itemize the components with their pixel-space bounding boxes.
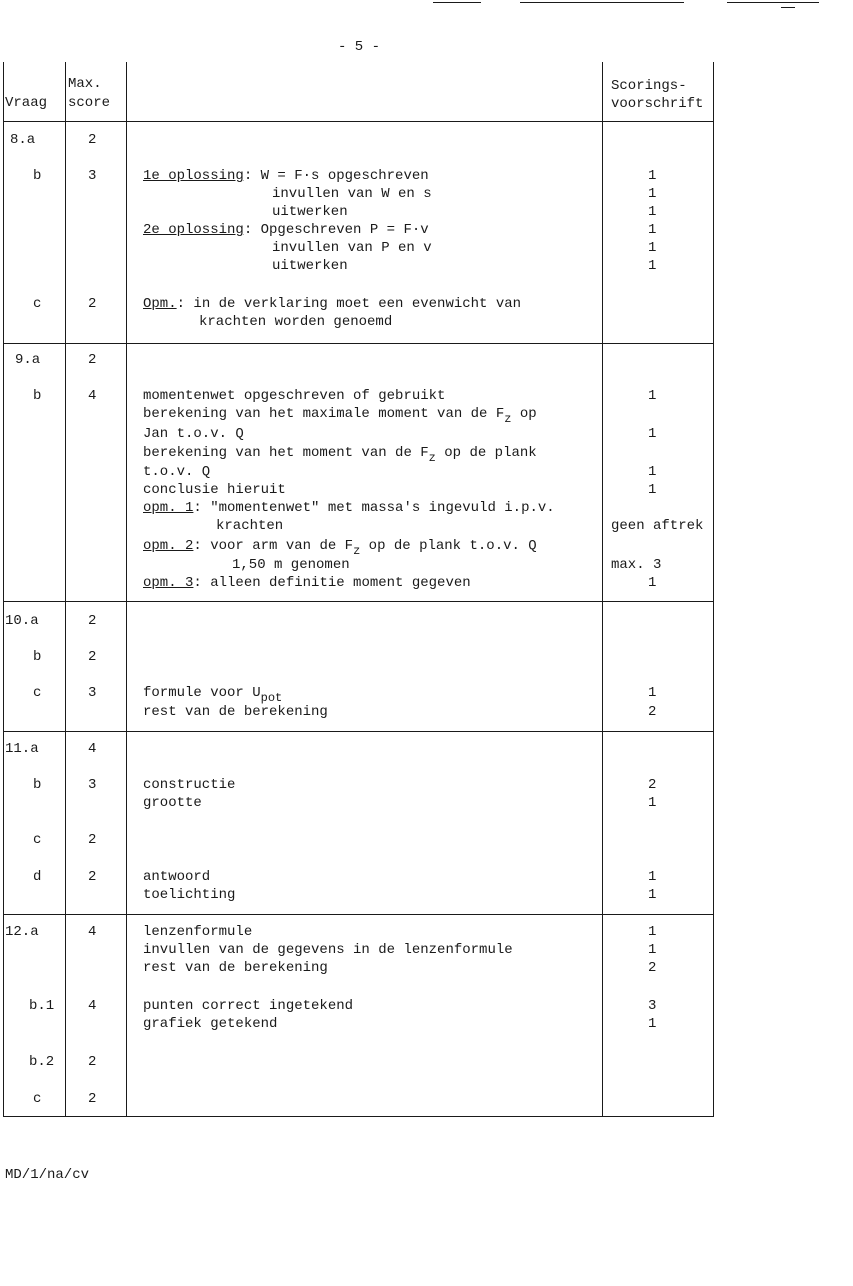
q12a-point-3: 2 [648, 960, 657, 976]
row-divider-q9 [3, 343, 714, 344]
q8b-point-2: 1 [648, 186, 657, 202]
q9b-line2-subscript: z [504, 412, 512, 426]
q10b-score: 2 [88, 649, 97, 665]
q9b-point-4: 1 [648, 482, 657, 498]
q11d-line2: toelichting [143, 887, 236, 903]
q12b2-label: b.2 [29, 1054, 55, 1070]
table-bottom-line [3, 1116, 714, 1117]
q12a-point-1: 1 [648, 924, 657, 940]
q8b-sol2-text: : Opgeschreven P = F·v [243, 222, 429, 238]
top-rule-1 [433, 2, 481, 3]
q9b-opm3-label: opm. 3 [143, 575, 194, 591]
header-max-line2: score [68, 95, 111, 111]
q12b2-score: 2 [88, 1054, 97, 1070]
table-right-border [713, 62, 714, 1117]
q11b-label: b [33, 777, 42, 793]
q8c-score: 2 [88, 296, 97, 312]
q11b-point-1: 2 [648, 777, 657, 793]
q12b1-line1: punten correct ingetekend [143, 998, 354, 1014]
page-number: - 5 - [338, 39, 381, 55]
q8b-score: 3 [88, 168, 97, 184]
q9b-opm3-text: : alleen definitie moment gegeven [193, 575, 471, 591]
header-vraag: Vraag [5, 95, 48, 111]
q9b-opm1-line1 [143, 499, 555, 517]
q8b-sol1-line3: uitwerken [272, 204, 348, 220]
q9b-line4-text: berekening van het moment van de F [143, 445, 429, 461]
q9b-point-3: 1 [648, 464, 657, 480]
header-scoring-line1: Scorings- [611, 78, 687, 94]
q12a-line1: lenzenformule [143, 924, 253, 940]
q11b-line1: constructie [143, 777, 236, 793]
q8b-sol2-line1 [143, 221, 429, 239]
q9b-line6: conclusie hieruit [143, 482, 286, 498]
q9b-opm1-label: opm. 1 [143, 500, 194, 516]
q8b-point-6: 1 [648, 258, 657, 274]
q9b-line4 [143, 444, 537, 465]
q11d-line1: antwoord [143, 869, 211, 885]
top-rule-4 [781, 7, 795, 8]
q8c-opm-label: Opm. [143, 296, 177, 312]
footer-code: MD/1/na/cv [5, 1167, 90, 1183]
q12c-label: c [33, 1091, 42, 1107]
q8c-opm-line1 [143, 295, 521, 313]
q11a-label: 11.a [5, 741, 39, 757]
q8b-point-4: 1 [648, 222, 657, 238]
q8b-sol1-line1 [143, 167, 429, 185]
q8b-sol1-text: : W = F·s opgeschreven [243, 168, 429, 184]
q11d-score: 2 [88, 869, 97, 885]
q11b-score: 3 [88, 777, 97, 793]
q9b-point-7: 1 [648, 575, 657, 591]
header-max-line1: Max. [68, 76, 102, 92]
q10c-line1-subscript: pot [260, 691, 283, 705]
q10c-point-1: 1 [648, 685, 657, 701]
q8b-sol1-label: 1e oplossing [143, 168, 244, 184]
q8c-label: c [33, 296, 42, 312]
q11c-label: c [33, 832, 42, 848]
q9b-score: 4 [88, 388, 97, 404]
q9b-point-1: 1 [648, 388, 657, 404]
q9b-line4-tail: op de plank [435, 445, 537, 461]
q10c-label: c [33, 685, 42, 701]
q8c-opm-text: : in de verklaring moet een evenwicht van [176, 296, 522, 312]
q8b-sol2-line2: invullen van P en v [272, 240, 432, 256]
top-rule-3 [727, 2, 819, 3]
q10a-score: 2 [88, 613, 97, 629]
q8c-opm-line2: krachten worden genoemd [199, 314, 393, 330]
q12a-label: 12.a [5, 924, 39, 940]
q9b-line2-text: berekening van het maximale moment van de F [143, 406, 505, 422]
q12a-point-2: 1 [648, 942, 657, 958]
q9b-point-max: max. 3 [611, 557, 662, 573]
q8b-point-1: 1 [648, 168, 657, 184]
q12a-line3: rest van de berekening [143, 960, 328, 976]
table-col-divider-3 [602, 62, 603, 1117]
q11d-label: d [33, 869, 42, 885]
q9b-opm2-label: opm. 2 [143, 538, 194, 554]
q9b-opm2-text: : voor arm van de F [193, 538, 354, 554]
header-scoring-line2: voorschrift [611, 96, 704, 112]
q10b-label: b [33, 649, 42, 665]
q9b-opm3-line1 [143, 574, 471, 592]
q9b-point-2: 1 [648, 426, 657, 442]
q9b-line3: Jan t.o.v. Q [143, 426, 244, 442]
q12a-score: 4 [88, 924, 97, 940]
q9b-opm2-line2: 1,50 m genomen [232, 557, 350, 573]
q10c-score: 3 [88, 685, 97, 701]
q9b-opm2-subscript: z [353, 544, 361, 558]
header-bottom-line [3, 121, 714, 122]
q8a-label: 8.a [10, 132, 36, 148]
q8b-point-3: 1 [648, 204, 657, 220]
q8b-sol2-line3: uitwerken [272, 258, 348, 274]
q9b-opm1-line2: krachten [216, 518, 284, 534]
q9b-label: b [33, 388, 42, 404]
row-divider-q12 [3, 914, 714, 915]
q9a-label: 9.a [15, 352, 41, 368]
q9b-line5: t.o.v. Q [143, 464, 211, 480]
q10c-point-2: 2 [648, 704, 657, 720]
table-col-divider-1 [65, 62, 66, 1117]
q12b1-line2: grafiek getekend [143, 1016, 278, 1032]
table-col-divider-2 [126, 62, 127, 1117]
q10c-line1 [143, 684, 283, 705]
row-divider-q10 [3, 601, 714, 602]
q9b-line2-tail: op [511, 406, 537, 422]
q8b-label: b [33, 168, 42, 184]
q12a-line2: invullen van de gegevens in de lenzenformule [143, 942, 513, 958]
q8a-score: 2 [88, 132, 97, 148]
table-left-border [3, 62, 4, 1117]
q11a-score: 4 [88, 741, 97, 757]
q9b-opm1-text: : "momentenwet" met massa's ingevuld i.p.v. [193, 500, 555, 516]
q12b1-label: b.1 [29, 998, 55, 1014]
row-divider-q11 [3, 731, 714, 732]
q9b-line4-subscript: z [428, 451, 436, 465]
q8b-sol2-label: 2e oplossing [143, 222, 244, 238]
q8b-point-5: 1 [648, 240, 657, 256]
q10c-line1-text: formule voor U [143, 685, 261, 701]
q10c-line2: rest van de berekening [143, 704, 328, 720]
q9b-line1: momentenwet opgeschreven of gebruikt [143, 388, 446, 404]
q11b-point-2: 1 [648, 795, 657, 811]
q9b-point-geen-aftrek: geen aftrek [611, 518, 704, 534]
q8b-sol1-line2: invullen van W en s [272, 186, 432, 202]
q11c-score: 2 [88, 832, 97, 848]
q11d-point-2: 1 [648, 887, 657, 903]
q12c-score: 2 [88, 1091, 97, 1107]
q11d-point-1: 1 [648, 869, 657, 885]
q9b-line2 [143, 405, 537, 426]
q12b1-point-2: 1 [648, 1016, 657, 1032]
q11b-line2: grootte [143, 795, 202, 811]
q9a-score: 2 [88, 352, 97, 368]
q12b1-score: 4 [88, 998, 97, 1014]
q12b1-point-1: 3 [648, 998, 657, 1014]
top-rule-2 [520, 2, 684, 3]
q9b-opm2-line1 [143, 537, 537, 558]
q9b-opm2-tail: op de plank t.o.v. Q [360, 538, 537, 554]
q10a-label: 10.a [5, 613, 39, 629]
